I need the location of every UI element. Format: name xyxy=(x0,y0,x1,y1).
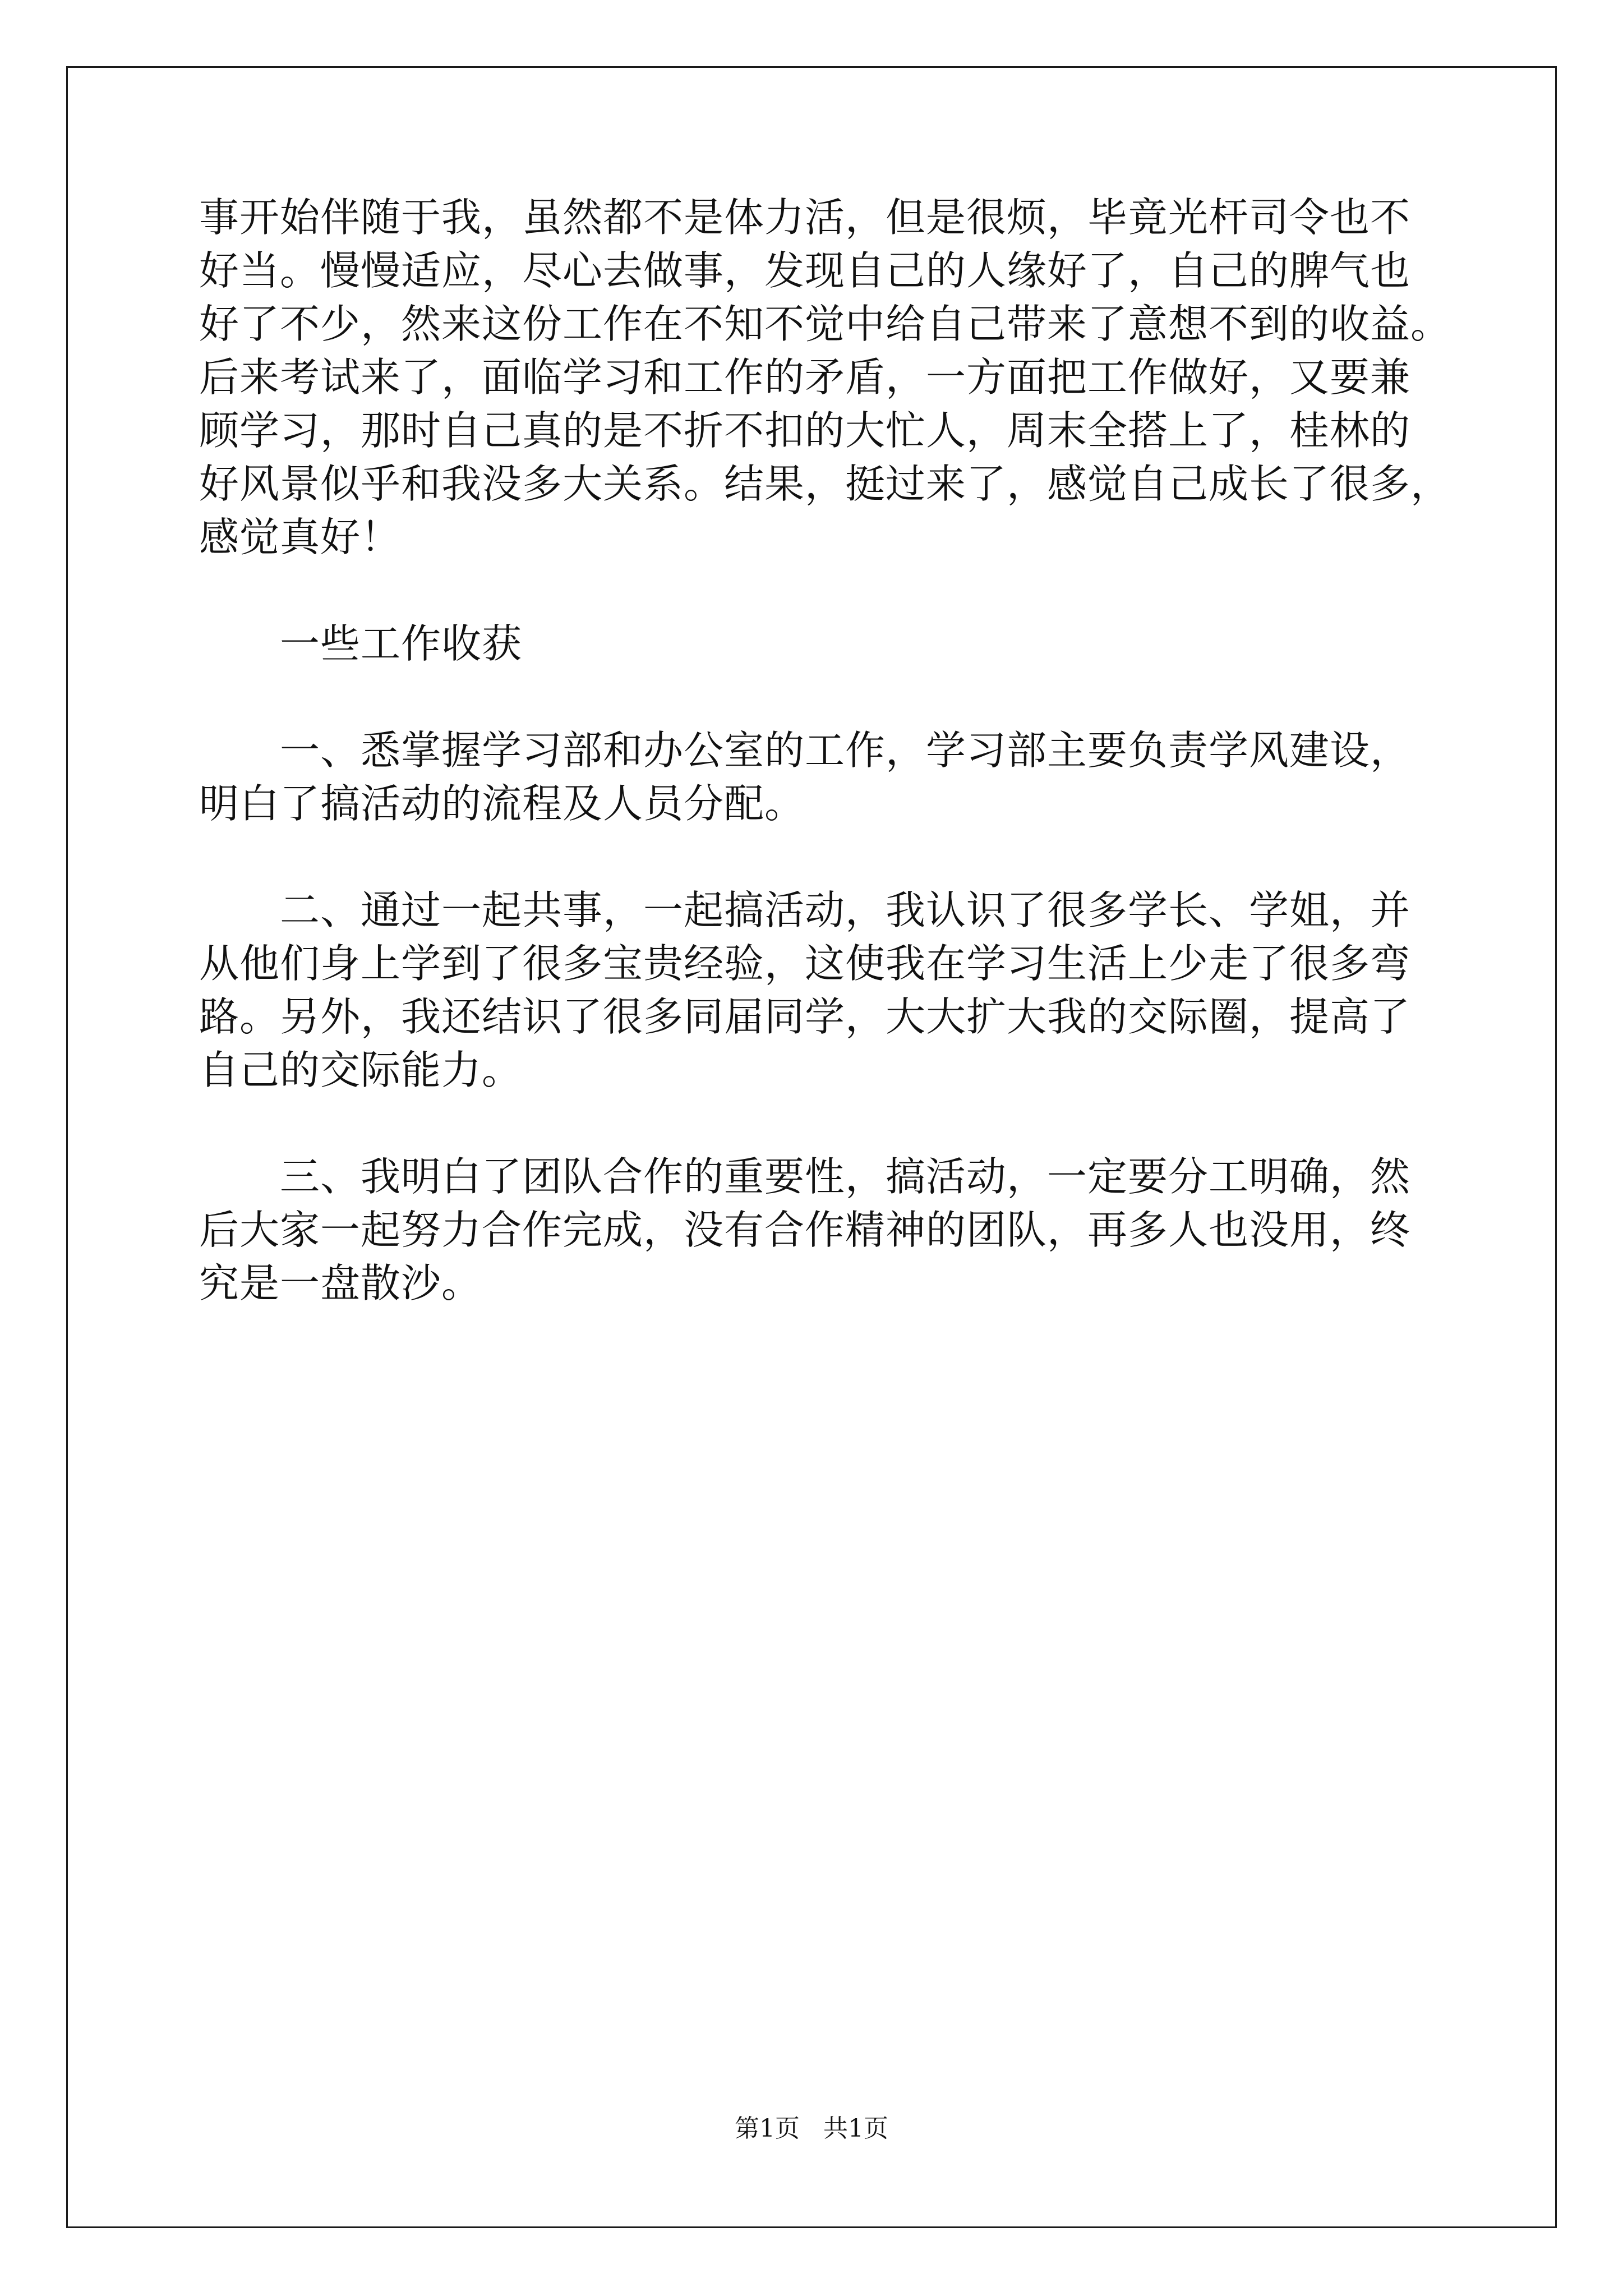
document-body xyxy=(199,191,1451,1310)
text-line: 感觉真好！ xyxy=(199,514,402,560)
page-total: 共1页 xyxy=(823,2114,888,2143)
page-number: 第1页 xyxy=(735,2114,800,2143)
text-line: 好当。慢慢适应，尽心去做事，发现自己的人缘好了，自己的脾气也 xyxy=(199,247,1411,294)
text-line: 从他们身上学到了很多宝贵经验，这使我在学习生活上少走了很多弯 xyxy=(199,940,1411,987)
text-line: 顾学习，那时自己真的是不折不扣的大忙人，周末全搭上了，桂林的 xyxy=(199,407,1411,454)
text-line: 后大家一起努力合作完成，没有合作精神的团队，再多人也没用，终 xyxy=(199,1207,1411,1253)
text-line: 一些工作收获 xyxy=(199,620,523,667)
paragraph-item-1 xyxy=(199,724,1438,830)
page-footer xyxy=(0,2108,1623,2144)
text-line: 明白了搞活动的流程及人员分配。 xyxy=(199,780,805,827)
text-line: 究是一盘散沙。 xyxy=(199,1260,482,1306)
text-line: 事开始伴随于我，虽然都不是体力活，但是很烦，毕竟光杆司令也不 xyxy=(199,194,1411,241)
text-line: 好了不少，然来这份工作在不知不觉中给自己带来了意想不到的收益。 xyxy=(199,301,1451,347)
paragraph-1 xyxy=(199,191,1451,564)
text-line: 自己的交际能力。 xyxy=(199,1047,523,1093)
text-line: 后来考试来了，面临学习和工作的矛盾，一方面把工作做好，又要兼 xyxy=(199,354,1411,401)
section-heading xyxy=(199,617,1438,670)
text-line: 路。另外，我还结识了很多同届同学，大大扩大我的交际圈，提高了 xyxy=(199,993,1411,1040)
text-line: 好风景似乎和我没多大关系。结果，挺过来了，感觉自己成长了很多， xyxy=(199,461,1451,507)
text-line: 二、通过一起共事，一起搞活动，我认识了很多学长、学姐，并 xyxy=(199,887,1411,933)
paragraph-item-3 xyxy=(199,1150,1438,1310)
text-line: 三、我明白了团队合作的重要性，搞活动，一定要分工明确，然 xyxy=(199,1153,1411,1200)
text-line: 一、悉掌握学习部和办公室的工作，学习部主要负责学风建设， xyxy=(199,727,1411,774)
paragraph-item-2 xyxy=(199,884,1438,1097)
